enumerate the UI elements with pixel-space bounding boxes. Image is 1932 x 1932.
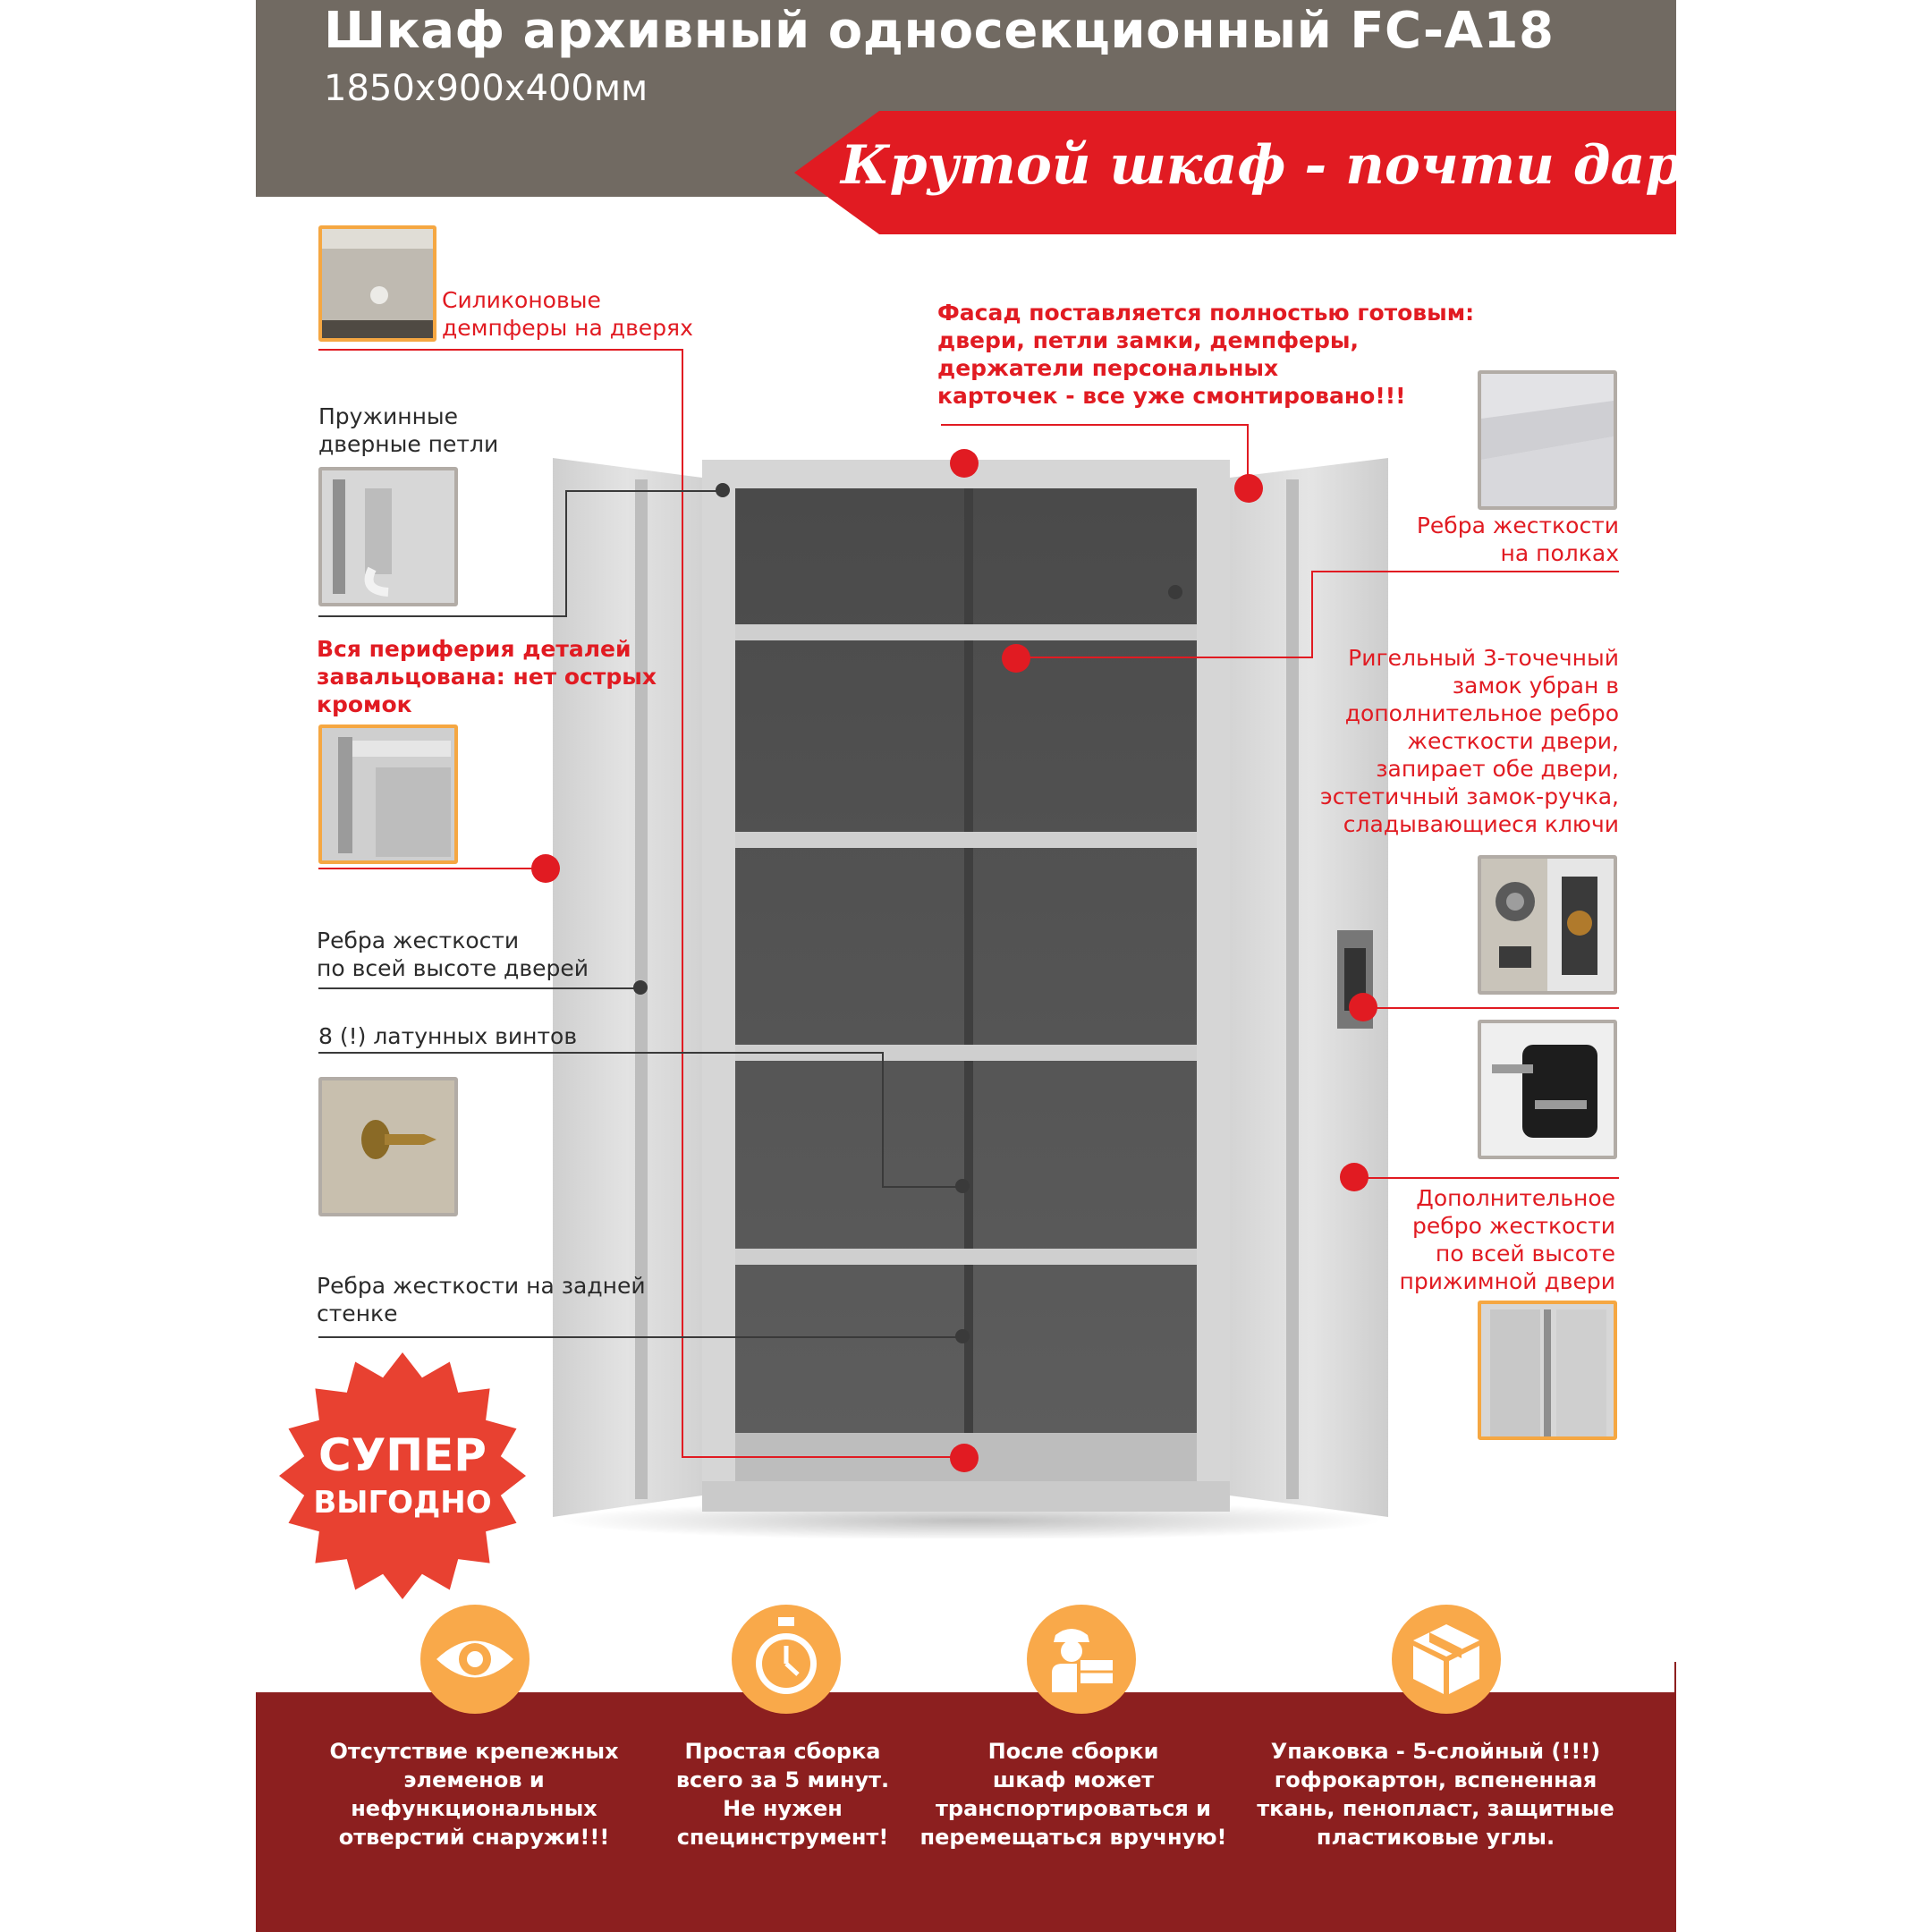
annotation-shelf-ribs: Ребра жесткости на полках — [1416, 513, 1619, 566]
annotation-hinges: Пружинные дверные петли — [318, 403, 499, 457]
callout-dot — [633, 980, 648, 995]
annotation-screws: 8 (!) латунных винтов — [318, 1023, 578, 1049]
leader-line — [882, 1052, 884, 1188]
leader-line — [1352, 1177, 1619, 1179]
annotation-door-ribs: Ребра жесткости по всей высоте дверей — [317, 928, 589, 981]
footer-edge — [1674, 1662, 1676, 1692]
annotation-extra-rib: Дополнительное ребро жесткости по всей высоте прижимной двери — [1399, 1185, 1615, 1294]
callout-dot — [1234, 474, 1263, 503]
annotation-dampers: Силиконовые демпферы на дверях — [442, 287, 693, 341]
leader-line — [682, 1456, 964, 1458]
feature-text-3: После сборки шкаф может транспортироваться и перемещаться вручную! — [919, 1739, 1227, 1850]
damper-photo — [318, 225, 436, 342]
callout-dot — [1349, 993, 1377, 1021]
shelf-rib-photo — [1478, 370, 1617, 510]
leader-line — [882, 1186, 962, 1188]
feature-text-4: Упаковка - 5-слойный (!!!) гофрокартон, вспененная ткань, пенопласт, защитные пластиковые углы. — [1257, 1739, 1614, 1850]
lock-photo — [1478, 855, 1617, 995]
badge-line1: СУПЕР — [318, 1429, 487, 1481]
leader-line — [318, 987, 640, 989]
leader-line — [682, 349, 683, 1458]
annotation-lock: Ригельный 3-точечный замок убран в дополнительное ребро жесткости двери, запирает обе двери, эстетичный замок-ручка, сладывающиеся ключи — [1320, 645, 1619, 837]
annotation-edges: Вся периферия деталей завальцована: нет острых кромок — [317, 636, 657, 717]
hinge-photo — [318, 467, 458, 606]
leader-line — [318, 1336, 964, 1338]
leader-line — [318, 1052, 884, 1054]
eye-icon — [420, 1605, 530, 1714]
product-title: Шкаф архивный односекционный FC-A18 — [324, 2, 1555, 60]
leader-line — [941, 424, 1249, 426]
keys-photo — [1478, 1020, 1617, 1159]
callout-dot — [955, 1329, 970, 1343]
feature-text-2: Простая сборка всего за 5 минут. Не нужен специнструмент! — [675, 1739, 890, 1850]
leader-line — [1311, 571, 1619, 572]
folded-edge-photo — [318, 724, 458, 864]
feature-text-1: Отсутствие крепежных элеменов и нефункциональных отверстий снаружи!!! — [329, 1739, 619, 1850]
leader-line — [318, 349, 683, 351]
leader-line — [318, 868, 544, 869]
callout-dot — [1168, 585, 1182, 599]
callout-dot — [950, 449, 979, 478]
callout-dot — [955, 1179, 970, 1193]
badge-line2: ВЫГОДНО — [313, 1485, 492, 1521]
leader-line — [318, 615, 567, 617]
callout-dot — [950, 1444, 979, 1472]
annotation-facade: Фасад поставляется полностью готовым: двери, петли замки, демпферы, держатели персональных карточек - все уже смонтировано!!! — [937, 300, 1475, 409]
slogan-text: Крутой шкаф - почти даром! — [841, 134, 1793, 197]
callout-dot — [716, 483, 730, 497]
box-icon — [1392, 1605, 1501, 1714]
leader-line — [565, 490, 567, 617]
stopwatch-icon — [732, 1605, 841, 1714]
annotation-back-ribs: Ребра жесткости на задней стенке — [317, 1273, 646, 1326]
leader-line — [565, 490, 723, 492]
delivery-man-icon — [1027, 1605, 1136, 1714]
callout-dot — [1002, 644, 1030, 673]
callout-dot — [531, 854, 560, 883]
brass-screw-photo — [318, 1077, 458, 1216]
leader-line — [1360, 1007, 1619, 1009]
door-rib-photo — [1478, 1301, 1617, 1440]
cabinet-illustration — [537, 447, 1404, 1538]
product-dimensions: 1850x900x400мм — [324, 68, 648, 109]
